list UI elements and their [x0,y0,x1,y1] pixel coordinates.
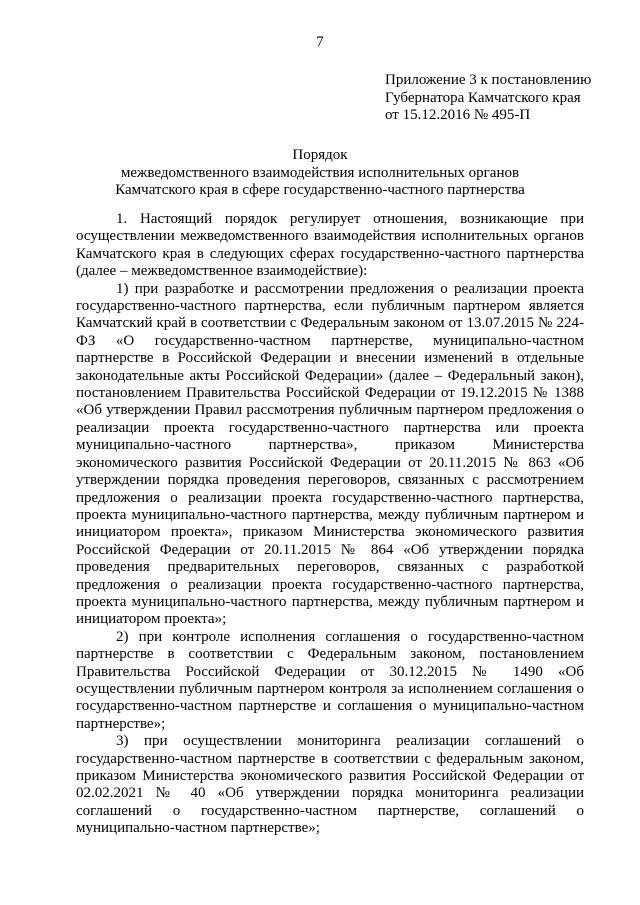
title-line: межведомственного взаимодействия исполнительных органов [120,164,520,181]
document-body [76,211,584,838]
paragraph-1: 1. Настоящий порядок регулирует отношения, возникающие при осуществлении межведомственного взаимодействия исполнительных органов Камчатского края в следующих сферах государственно-частного партнерства (далее – межведомственное взаимодействие): [76,211,584,280]
paragraph-item-2: 2) при контроле исполнения соглашения о государственно-частном партнерстве в соответствии с Федеральным законом, постановлением Правительства Российской Федерации от 30.12.2015 № 1490 «Об осуществлении публичным партнером контроля за исполнением соглашения о государственно-частном партнерстве и соглашения о муниципально-частном партнерстве»; [76,628,584,732]
paragraph-item-3: 3) при осуществлении мониторинга реализации соглашений о государственно-частном партнерстве в соответствии с федеральным законом, приказом Министерства экономического развития Российской Федерации от 02.02.2021 № 40 «Об утверждении порядка мониторинга реализации соглашений о государственно-частном партнерстве, соглашений о муниципально-частном партнерстве»; [76,733,584,837]
appendix-line: от 15.12.2016 № 495-П [385,107,531,123]
page-number: 7 [316,34,324,50]
appendix-reference [385,72,591,125]
title-line: Камчатского края в сфере государственно-частного партнерства [115,182,525,198]
appendix-line: Губернатора Камчатского края [385,89,581,106]
appendix-line: Приложение 3 к постановлению [385,72,592,88]
paragraph-item-1: 1) при разработке и рассмотрении предложения о реализации проекта государственно-частного партнерства, если публичным партнером является Камчатский край в соответствии с Федеральным законом от 13.07.2015 № 224-ФЗ «О государственно-частном партнерстве, муниципально-частном партнерстве в Российской Федерации и внесении изменений в отдельные законодательные акты Российской Федерации» (далее – Федеральный закон), постановлением Правительства Российской Федерации от 19.12.2015 № 1388 «Об утверждении Правил рассмотрения публичным партнером предложения о реализации проекта государственно-частного партнерства или проекта муниципально-частного партнерства», приказом Министерства экономического развития Российской Федерации от 20.11.2015 № 863 «Об утверждении порядка проведения переговоров, связанных с рассмотрением предложения о реализации проекта государственно-частного партнерства, проекта муниципально-частного партнерства, между публичным партнером и инициатором проекта», приказом Министерства экономического развития Российской Федерации от 20.11.2015 № 864 «Об утверждении порядка проведения предварительных переговоров, связанных с разработкой предложения о реализации проекта государственно-частного партнерства, проекта муниципально-частного партнерства, между публичным партнером и инициатором проекта»; [76,280,584,628]
title-line: Порядок [292,147,348,163]
document-title [0,147,640,200]
